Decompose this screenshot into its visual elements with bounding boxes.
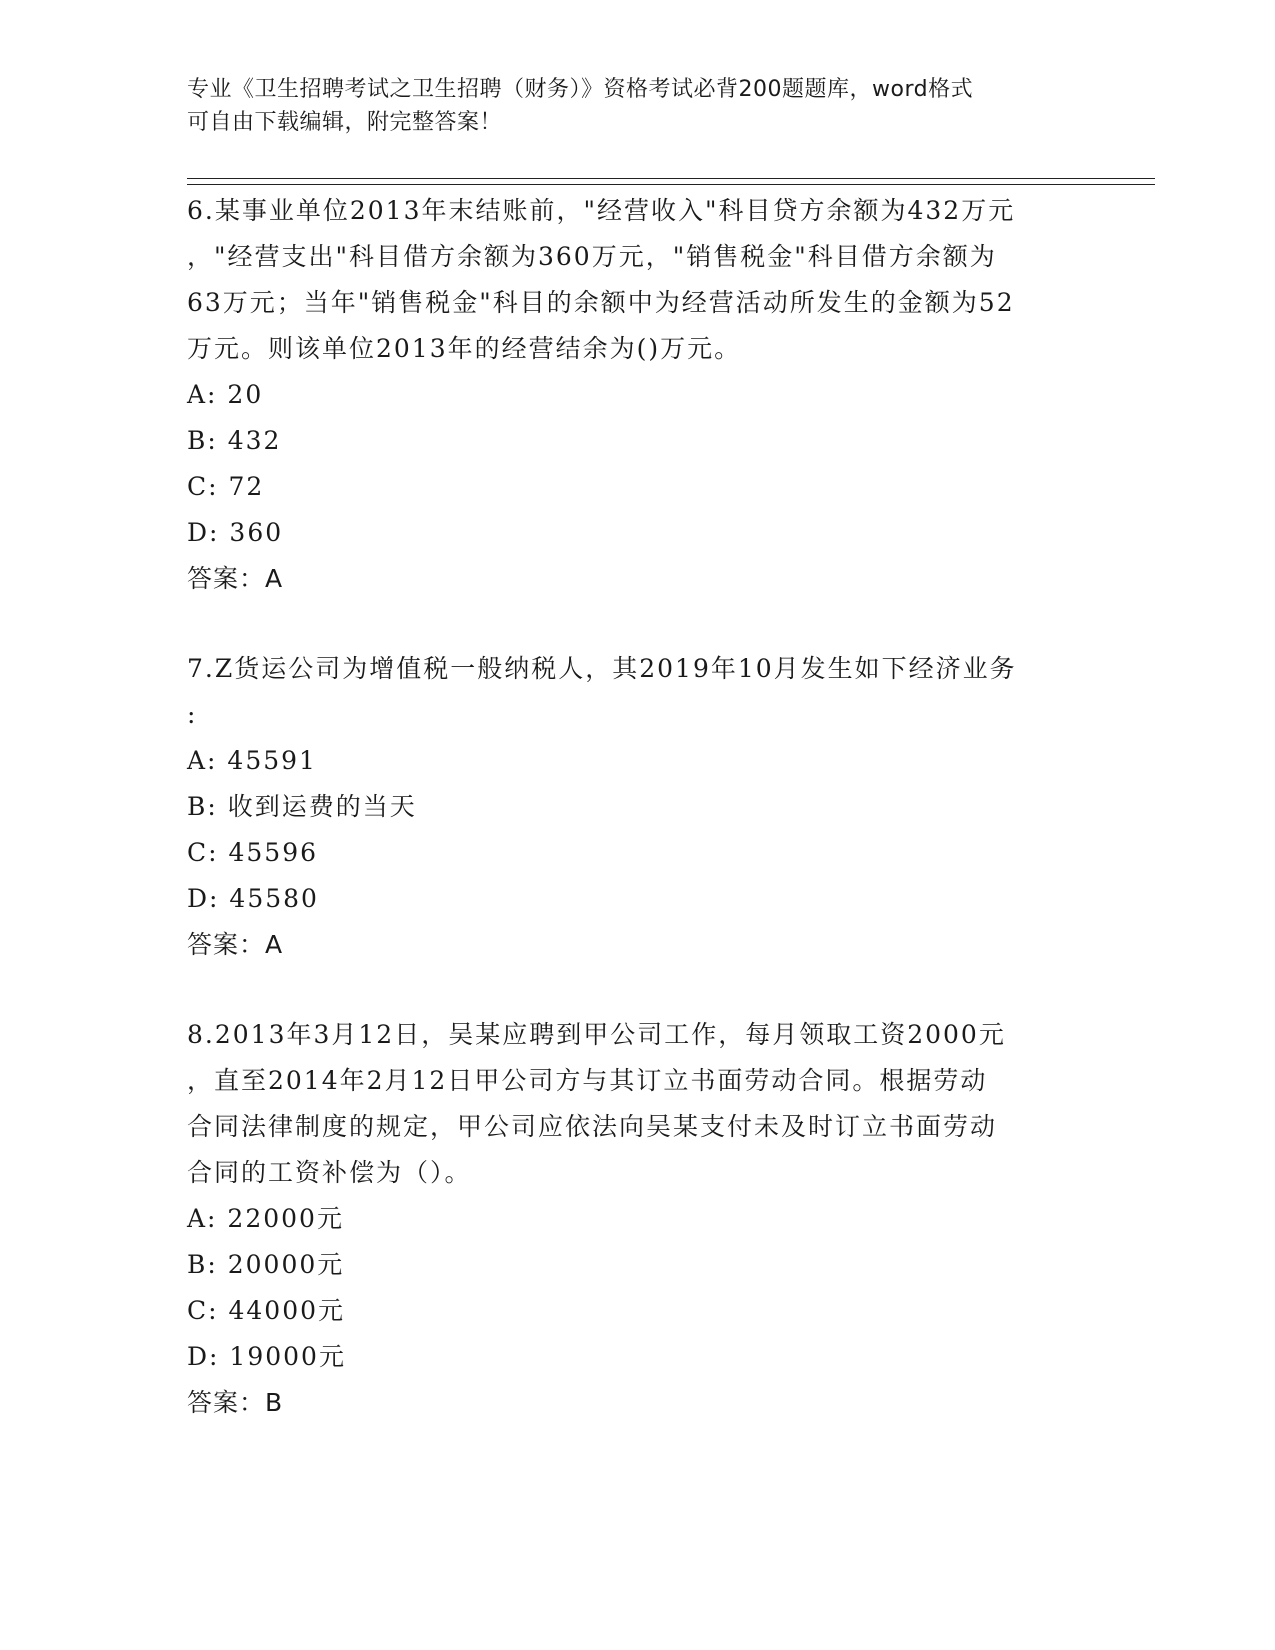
answer-label: 答案：A bbox=[187, 930, 284, 959]
header-divider-bottom bbox=[187, 184, 1155, 185]
question-text-line: 万元。则该单位2013年的经营结余为()万元。 bbox=[187, 334, 742, 363]
answer-label: 答案：B bbox=[187, 1388, 284, 1417]
option-b: B: 20000元 bbox=[187, 1250, 345, 1279]
option-d: D: 19000元 bbox=[187, 1342, 346, 1371]
question-text-line: ，"经营支出"科目借方余额为360万元，"销售税金"科目借方余额为 bbox=[187, 242, 997, 271]
header-divider-top bbox=[187, 178, 1155, 179]
answer-label: 答案：A bbox=[187, 564, 284, 593]
option-a: A: 22000元 bbox=[187, 1204, 344, 1233]
question-text-line: 6.某事业单位2013年末结账前，"经营收入"科目贷方余额为432万元 bbox=[187, 196, 1016, 225]
question-text-line: : bbox=[187, 700, 198, 729]
question-8 bbox=[187, 1012, 1087, 1426]
question-text-line: 合同的工资补偿为（）。 bbox=[187, 1158, 472, 1187]
question-text-line: 8.2013年3月12日，吴某应聘到甲公司工作，每月领取工资2000元 bbox=[187, 1020, 1006, 1049]
option-b: B: 收到运费的当天 bbox=[187, 792, 417, 821]
option-c: C: 45596 bbox=[187, 838, 319, 867]
option-a: A: 45591 bbox=[187, 746, 317, 775]
header-title-line-1: 专业《卫生招聘考试之卫生招聘（财务）》资格考试必背200题题库，word格式 bbox=[187, 77, 974, 102]
option-d: D: 45580 bbox=[187, 884, 319, 913]
question-text-line: 63万元；当年"销售税金"科目的余额中为经营活动所发生的金额为52 bbox=[187, 288, 1015, 317]
question-7 bbox=[187, 646, 1087, 968]
question-6 bbox=[187, 188, 1087, 602]
option-a: A: 20 bbox=[187, 380, 264, 409]
header-title-line-2: 可自由下载编辑，附完整答案！ bbox=[187, 110, 503, 135]
document-header bbox=[187, 73, 1067, 139]
option-c: C: 72 bbox=[187, 472, 265, 501]
option-b: B: 432 bbox=[187, 426, 282, 455]
question-text-line: 合同法律制度的规定，甲公司应依法向吴某支付未及时订立书面劳动 bbox=[187, 1112, 998, 1141]
option-d: D: 360 bbox=[187, 518, 284, 547]
question-text-line: 7.Z货运公司为增值税一般纳税人，其2019年10月发生如下经济业务 bbox=[187, 654, 1017, 683]
option-c: C: 44000元 bbox=[187, 1296, 346, 1325]
question-text-line: ，直至2014年2月12日甲公司方与其订立书面劳动合同。根据劳动 bbox=[187, 1066, 988, 1095]
